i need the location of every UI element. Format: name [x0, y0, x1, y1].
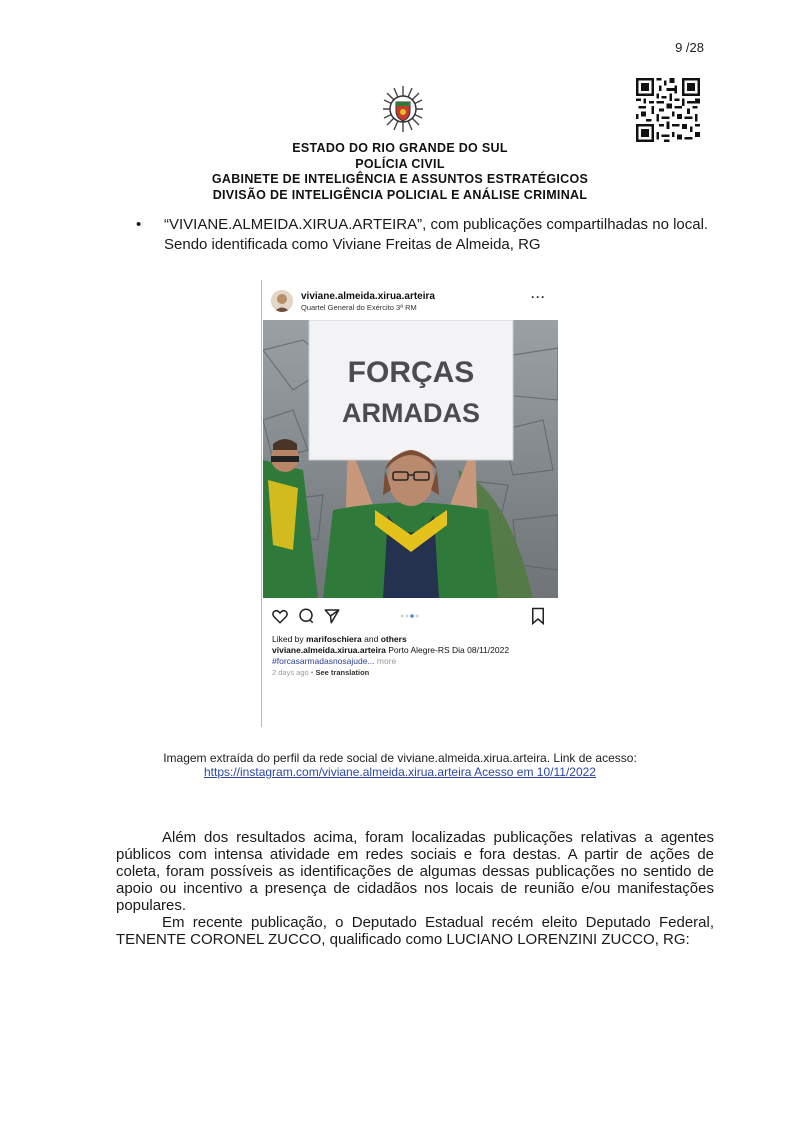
bullet-paragraph — [136, 215, 714, 255]
likes-line — [272, 634, 552, 645]
hashtag-line — [272, 656, 552, 667]
likes-prefix: Liked by — [272, 634, 307, 644]
caption-username[interactable]: viviane.almeida.xirua.arteira — [272, 645, 386, 655]
bookmark-icon[interactable] — [530, 607, 546, 625]
figure-caption-text: Imagem extraída do perfil da rede social de viviane.almeida.xirua.arteira. Link de acesso: — [163, 751, 637, 765]
body-text — [116, 829, 714, 948]
more-options-icon[interactable]: ··· — [531, 290, 546, 304]
figure-caption — [0, 751, 800, 779]
post-location[interactable]: Quartel General do Exército 3ª RM — [301, 303, 417, 312]
carousel-dots-icon — [399, 613, 423, 619]
post-action-bar — [262, 607, 558, 629]
bullet-marker: • — [136, 216, 142, 233]
liked-by-user[interactable]: marifoschiera — [306, 634, 362, 644]
sign-text-armadas: ARMADAS — [342, 398, 480, 428]
header-line-state: ESTADO DO RIO GRANDE DO SUL — [292, 141, 508, 155]
liked-others[interactable]: others — [380, 634, 407, 644]
instagram-post-screenshot — [261, 280, 558, 727]
page-number: 9 /28 — [675, 40, 704, 55]
post-time: 2 days ago — [272, 668, 309, 677]
sign-text-forcas: FORÇAS — [347, 356, 475, 389]
figure-caption-link[interactable]: https://instagram.com/viviane.almeida.xirua.arteira Acesso em 10/11/2022 — [204, 765, 596, 779]
body-paragraph-2: Em recente publicação, o Deputado Estadual recém eleito Deputado Federal, TENENTE CORONEL ZUCCO, qualificado como LUCIANO LORENZINI ZUCCO, RG: — [116, 914, 714, 948]
likes-and: and — [361, 634, 381, 644]
post-photo[interactable] — [263, 320, 558, 598]
body-paragraph-1: Além dos resultados acima, foram localizadas publicações relativas a agentes públicos com intensa atividade em redes sociais e fora destas. A partir de ações de coleta, foram possíveis as identificações de algumas dessas publicações no sentido de apoio ou incentivo a presença de cidadãos nos locais de reunião e/ou manifestações populares. — [116, 829, 714, 914]
institution-header — [0, 141, 800, 203]
qr-code-icon — [636, 78, 700, 142]
heart-icon[interactable] — [271, 607, 289, 625]
post-header — [262, 280, 558, 320]
comment-icon[interactable] — [297, 607, 315, 625]
post-username[interactable]: viviane.almeida.xirua.arteira — [301, 291, 435, 302]
caption-text: Porto Alegre-RS Dia 08/11/2022 — [385, 645, 510, 655]
header-line-police: POLÍCIA CIVIL — [355, 156, 445, 171]
header-line-division: DIVISÃO DE INTELIGÊNCIA POLICIAL E ANÁLISE CRIMINAL — [212, 187, 588, 202]
police-crest-icon — [381, 84, 425, 134]
more-link[interactable]: more — [374, 656, 397, 666]
hashtag-link[interactable]: #forcasarmadasnosajude... — [272, 656, 375, 666]
see-translation-link[interactable]: See translation — [315, 668, 370, 677]
avatar[interactable] — [271, 290, 293, 312]
meta-separator: • — [308, 668, 316, 677]
post-meta-line — [272, 667, 552, 678]
bullet-text: “VIVIANE.ALMEIDA.XIRUA.ARTEIRA”, com publicações compartilhadas no local. Sendo identificada como Viviane Freitas de Almeida, RG — [164, 216, 709, 253]
caption-line — [272, 645, 552, 656]
post-caption-area — [272, 634, 552, 678]
share-icon[interactable] — [323, 607, 341, 625]
header-line-cabinet: GABINETE DE INTELIGÊNCIA E ASSUNTOS ESTRATÉGICOS — [211, 172, 589, 186]
